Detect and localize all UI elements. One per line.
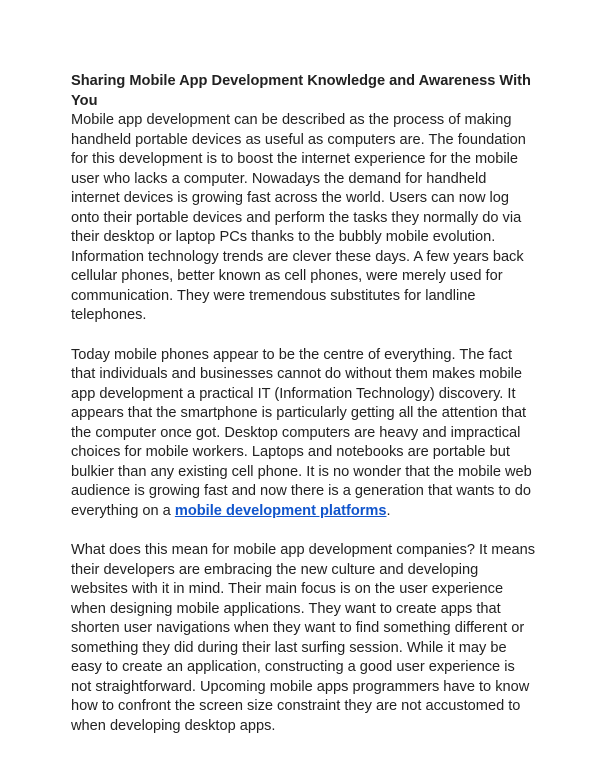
document-title: Sharing Mobile App Development Knowledge and Awareness With You xyxy=(71,73,531,109)
paragraph-2-text: Today mobile phones appear to be the centre of everything. The fact that individuals and businesses cannot do without them makes mobile app development a practical IT (Information Technology) discovery. It appears that the smartphone is particularly getting all the attention that the computer once got. Desktop computers are heavy and impractical choices for mobile workers. Laptops and notebooks are portable but bulkier than any existing cell phone. It is no wonder that the mobile web audience is growing fast and now there is a generation that wants to do everything on a xyxy=(71,346,532,519)
paragraph-3: What does this mean for mobile app development companies? It means their developers are embracing the new culture and developing websites with it in mind. Their main focus is on the user experience when designing mobile applications. They want to create apps that shorten user navigations when they want to find something different or something they did during their last surfing session. While it may be easy to create an application, constructing a good user experience is not straightforward. Upcoming mobile apps programmers have to know how to confront the screen size constraint they are not accustomed to when developing desktop apps. xyxy=(71,542,536,734)
mobile-development-platforms-link[interactable]: mobile development platforms xyxy=(174,502,387,519)
document-body xyxy=(71,72,537,736)
paragraph-1: Mobile app development can be described as the process of making handheld portable devices as useful as computers are. The foundation for this development is to boost the internet experience for the mobile user who lacks a computer. Nowadays the demand for handheld internet devices is growing fast across the world. Users can now log onto their portable devices and perform the tasks they normally do via their desktop or laptop PCs thanks to the bubbly mobile evolution. Information technology trends are clever these days. A few years back cellular phones, better known as cell phones, were merely used for communication. They were tremendous substitutes for landline telephones. xyxy=(71,112,526,323)
paragraph-2-end: . xyxy=(386,502,391,519)
paragraph-2 xyxy=(71,346,537,522)
